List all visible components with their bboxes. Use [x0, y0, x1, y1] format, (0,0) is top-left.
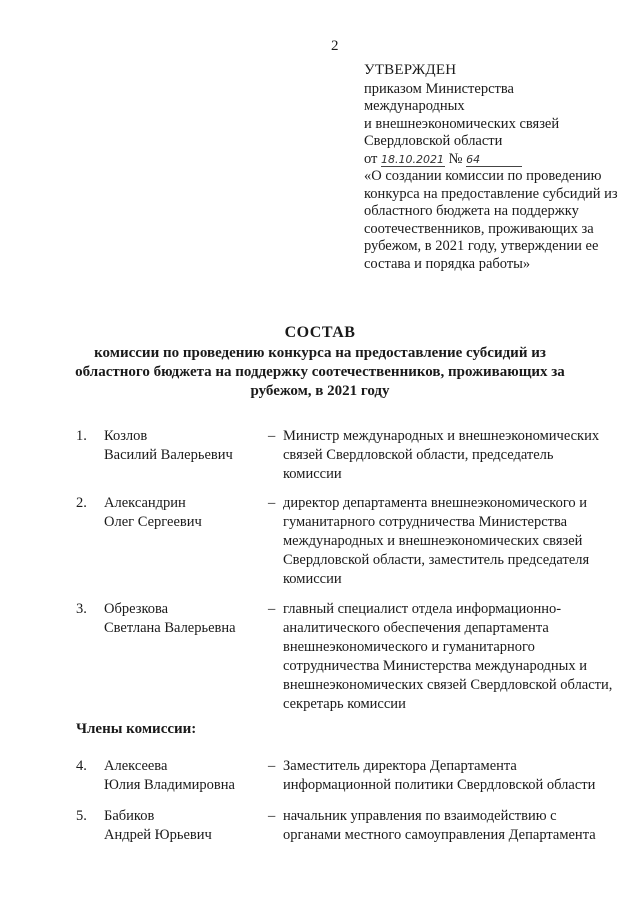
member-given-names: Светлана Валерьевна — [104, 620, 236, 636]
member-name — [104, 600, 264, 638]
member-name — [104, 427, 264, 465]
approval-line: приказом Министерства — [364, 80, 514, 97]
approval-date-number — [364, 151, 624, 169]
approval-heading: УТВЕРЖДЕН — [364, 62, 457, 78]
member-role: начальник управления по взаимодействию с органами местного самоуправления Департамента — [283, 808, 596, 843]
member-dash: – — [268, 428, 276, 444]
member-surname: Алексеева — [104, 758, 168, 774]
members-heading: Члены комиссии: — [76, 721, 197, 737]
approval-subject: «О создании комиссии по проведению конкурса на предоставление субсидий из областного бюджета на поддержку соотечественников, проживающих за рубежом, в 2021 году, утверждении ее состава и порядка работы» — [364, 168, 618, 272]
member-dash: – — [268, 495, 276, 511]
date-field — [381, 153, 445, 167]
member-number: 1. — [76, 428, 87, 444]
number-field — [466, 153, 522, 167]
member-given-names: Андрей Юрьевич — [104, 827, 212, 843]
member-name — [104, 757, 264, 795]
approval-line: международных — [364, 98, 465, 114]
member-role: главный специалист отдела информационно-аналитического обеспечения департамента внешнеэкономического и гуманитарного сотрудничества Министерства международных и внешнеэкономических связей Свердловской области, секретарь комиссии — [283, 601, 613, 712]
member-number: 4. — [76, 758, 87, 774]
date-value: 18.10.2021 — [381, 152, 445, 166]
date-prefix: от — [364, 150, 378, 167]
document-title: СОСТАВ — [284, 324, 356, 341]
member-name — [104, 494, 264, 532]
member-surname: Козлов — [104, 428, 148, 444]
member-surname: Бабиков — [104, 808, 155, 824]
document-title-block — [62, 323, 578, 401]
member-dash: – — [268, 808, 276, 824]
member-role: Заместитель директора Департамента информационной политики Свердловской области — [283, 758, 596, 793]
member-number: 5. — [76, 808, 87, 824]
document-subtitle: комиссии по проведению конкурса на предоставление субсидий из областного бюджета на поддержку соотечественников, проживающих за рубежом, в 2021 году — [75, 345, 565, 399]
member-dash: – — [268, 758, 276, 774]
approval-line: Свердловской области — [364, 133, 503, 149]
member-number: 2. — [76, 495, 87, 511]
member-number: 3. — [76, 601, 87, 617]
member-surname: Обрезкова — [104, 601, 169, 617]
member-given-names: Олег Сергеевич — [104, 514, 202, 530]
member-role: Министр международных и внешнеэкономических связей Свердловской области, председатель комиссии — [283, 428, 600, 482]
number-value: 64 — [466, 152, 481, 166]
member-surname: Александрин — [104, 495, 186, 511]
approval-stamp — [364, 62, 624, 273]
member-given-names: Василий Валерьевич — [104, 447, 233, 463]
page-number: 2 — [331, 38, 339, 54]
approval-line: и внешнеэкономических связей — [364, 115, 560, 132]
member-given-names: Юлия Владимировна — [104, 777, 235, 793]
member-name — [104, 807, 264, 845]
member-role: директор департамента внешнеэкономического и гуманитарного сотрудничества Министерства международных и внешнеэкономических связей Свердловской области, заместитель председателя комиссии — [283, 495, 590, 587]
member-dash: – — [268, 601, 276, 617]
number-prefix: № — [448, 150, 463, 167]
